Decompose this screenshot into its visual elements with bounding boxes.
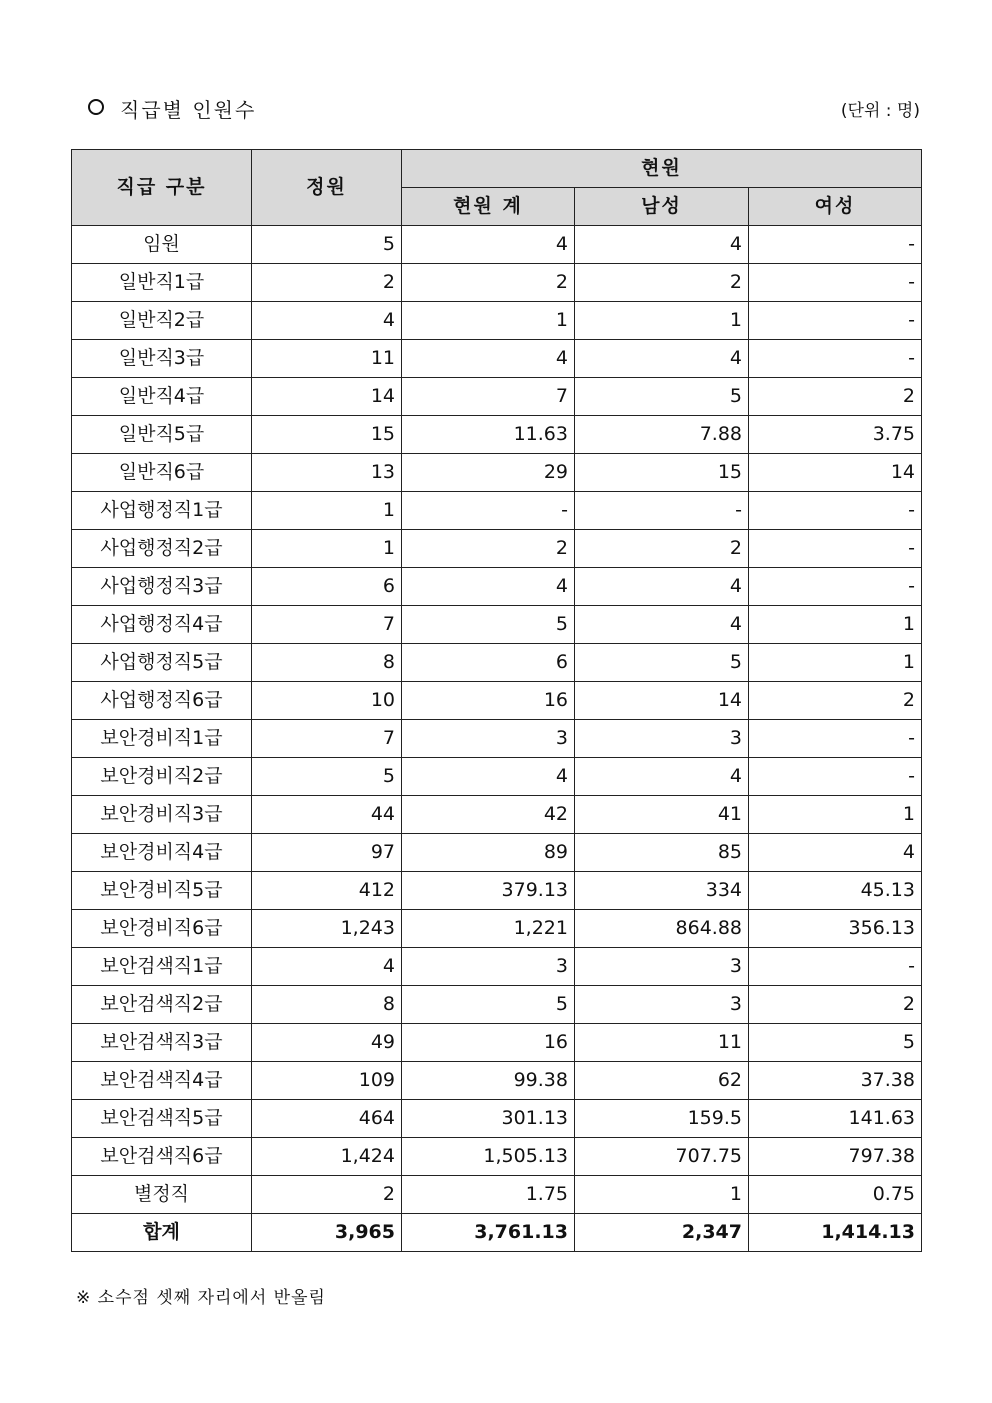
- row-female: -: [749, 530, 922, 568]
- table-row: [72, 796, 922, 834]
- table-row: [72, 606, 922, 644]
- row-male: 159.5: [575, 1100, 749, 1138]
- row-current: 2: [402, 264, 575, 302]
- table-row: [72, 340, 922, 378]
- row-quota: 1: [252, 492, 402, 530]
- row-female: 3.75: [749, 416, 922, 454]
- row-male: 2: [575, 264, 749, 302]
- table-row: [72, 872, 922, 910]
- table-row: [72, 378, 922, 416]
- row-current: 1.75: [402, 1176, 575, 1214]
- row-quota: 14: [252, 378, 402, 416]
- row-current: -: [402, 492, 575, 530]
- row-current: 3: [402, 720, 575, 758]
- row-male: 41: [575, 796, 749, 834]
- table-row: [72, 1138, 922, 1176]
- row-quota: 7: [252, 606, 402, 644]
- row-quota: 10: [252, 682, 402, 720]
- row-label: 사업행정직2급: [72, 530, 252, 568]
- row-label: 일반직2급: [72, 302, 252, 340]
- row-current: 29: [402, 454, 575, 492]
- total-row: [72, 1214, 922, 1252]
- row-current: 1,221: [402, 910, 575, 948]
- row-male: 1: [575, 302, 749, 340]
- row-current: 1,505.13: [402, 1138, 575, 1176]
- row-label: 보안경비직6급: [72, 910, 252, 948]
- row-current: 5: [402, 986, 575, 1024]
- row-current: 1: [402, 302, 575, 340]
- row-female: 2: [749, 682, 922, 720]
- row-male: 1: [575, 1176, 749, 1214]
- header-female: 여성: [749, 188, 922, 226]
- row-quota: 4: [252, 302, 402, 340]
- footnote: ※ 소수점 셋째 자리에서 반올림: [76, 1288, 326, 1308]
- row-quota: 6: [252, 568, 402, 606]
- row-quota: 5: [252, 226, 402, 264]
- row-quota: 1,243: [252, 910, 402, 948]
- row-female: 2: [749, 378, 922, 416]
- row-label: 사업행정직1급: [72, 492, 252, 530]
- row-female: 0.75: [749, 1176, 922, 1214]
- row-quota: 5: [252, 758, 402, 796]
- staff-table: [71, 149, 922, 1252]
- row-female: 37.38: [749, 1062, 922, 1100]
- row-current: 4: [402, 340, 575, 378]
- row-female: 1,414.13: [749, 1214, 922, 1252]
- header-current-group: 현원: [402, 150, 922, 188]
- row-female: 797.38: [749, 1138, 922, 1176]
- row-label: 보안검색직1급: [72, 948, 252, 986]
- row-male: 5: [575, 378, 749, 416]
- row-female: 45.13: [749, 872, 922, 910]
- row-female: -: [749, 302, 922, 340]
- table-row: [72, 834, 922, 872]
- table-row: [72, 1100, 922, 1138]
- row-current: 16: [402, 1024, 575, 1062]
- row-current: 16: [402, 682, 575, 720]
- table-row: [72, 1176, 922, 1214]
- table-row: [72, 720, 922, 758]
- row-quota: 8: [252, 986, 402, 1024]
- row-male: 4: [575, 226, 749, 264]
- row-quota: 1,424: [252, 1138, 402, 1176]
- row-male: 4: [575, 340, 749, 378]
- table-row: [72, 910, 922, 948]
- row-female: 4: [749, 834, 922, 872]
- row-current: 42: [402, 796, 575, 834]
- title-row: [88, 94, 920, 122]
- row-current: 379.13: [402, 872, 575, 910]
- row-quota: 7: [252, 720, 402, 758]
- table-header: [72, 150, 922, 226]
- table-row: [72, 986, 922, 1024]
- row-quota: 412: [252, 872, 402, 910]
- row-female: -: [749, 226, 922, 264]
- row-label: 보안경비직1급: [72, 720, 252, 758]
- circle-bullet-icon: [88, 99, 104, 115]
- table-body: [72, 226, 922, 1252]
- row-female: 1: [749, 644, 922, 682]
- row-male: 2,347: [575, 1214, 749, 1252]
- row-female: -: [749, 948, 922, 986]
- row-female: 5: [749, 1024, 922, 1062]
- row-quota: 13: [252, 454, 402, 492]
- row-male: 707.75: [575, 1138, 749, 1176]
- row-male: 3: [575, 720, 749, 758]
- row-quota: 11: [252, 340, 402, 378]
- table-row: [72, 682, 922, 720]
- row-quota: 44: [252, 796, 402, 834]
- row-male: 3: [575, 948, 749, 986]
- header-quota: 정원: [252, 150, 402, 226]
- row-label: 합계: [72, 1214, 252, 1252]
- row-label: 보안경비직5급: [72, 872, 252, 910]
- row-female: -: [749, 492, 922, 530]
- table-row: [72, 1024, 922, 1062]
- row-label: 일반직1급: [72, 264, 252, 302]
- row-label: 보안경비직4급: [72, 834, 252, 872]
- row-male: 15: [575, 454, 749, 492]
- row-current: 4: [402, 568, 575, 606]
- row-female: 2: [749, 986, 922, 1024]
- table-row: [72, 568, 922, 606]
- row-label: 사업행정직5급: [72, 644, 252, 682]
- row-quota: 8: [252, 644, 402, 682]
- table-row: [72, 758, 922, 796]
- table-row: [72, 492, 922, 530]
- row-label: 일반직4급: [72, 378, 252, 416]
- row-male: 3: [575, 986, 749, 1024]
- row-male: 11: [575, 1024, 749, 1062]
- row-label: 보안검색직6급: [72, 1138, 252, 1176]
- row-male: 2: [575, 530, 749, 568]
- header-male: 남성: [575, 188, 749, 226]
- row-female: 14: [749, 454, 922, 492]
- row-current: 4: [402, 226, 575, 264]
- row-quota: 2: [252, 264, 402, 302]
- row-male: -: [575, 492, 749, 530]
- row-label: 일반직3급: [72, 340, 252, 378]
- header-current-total: 현원 계: [402, 188, 575, 226]
- header-category: 직급 구분: [72, 150, 252, 226]
- table-row: [72, 226, 922, 264]
- row-current: 6: [402, 644, 575, 682]
- row-quota: 4: [252, 948, 402, 986]
- row-label: 보안경비직2급: [72, 758, 252, 796]
- row-current: 11.63: [402, 416, 575, 454]
- row-male: 5: [575, 644, 749, 682]
- row-quota: 3,965: [252, 1214, 402, 1252]
- row-male: 4: [575, 606, 749, 644]
- row-female: 356.13: [749, 910, 922, 948]
- row-quota: 1: [252, 530, 402, 568]
- row-current: 99.38: [402, 1062, 575, 1100]
- row-current: 4: [402, 758, 575, 796]
- row-label: 일반직6급: [72, 454, 252, 492]
- row-quota: 109: [252, 1062, 402, 1100]
- row-female: 1: [749, 796, 922, 834]
- row-label: 보안경비직3급: [72, 796, 252, 834]
- table-row: [72, 530, 922, 568]
- table-row: [72, 416, 922, 454]
- row-male: 4: [575, 568, 749, 606]
- row-label: 사업행정직4급: [72, 606, 252, 644]
- row-current: 89: [402, 834, 575, 872]
- row-current: 3,761.13: [402, 1214, 575, 1252]
- unit-label: (단위 : 명): [840, 101, 920, 121]
- row-female: 1: [749, 606, 922, 644]
- row-label: 보안검색직5급: [72, 1100, 252, 1138]
- row-male: 62: [575, 1062, 749, 1100]
- row-male: 85: [575, 834, 749, 872]
- row-label: 보안검색직3급: [72, 1024, 252, 1062]
- row-female: -: [749, 758, 922, 796]
- row-female: -: [749, 264, 922, 302]
- table-row: [72, 1062, 922, 1100]
- row-female: -: [749, 340, 922, 378]
- table-row: [72, 302, 922, 340]
- row-current: 3: [402, 948, 575, 986]
- row-current: 7: [402, 378, 575, 416]
- row-label: 사업행정직3급: [72, 568, 252, 606]
- row-label: 사업행정직6급: [72, 682, 252, 720]
- row-quota: 464: [252, 1100, 402, 1138]
- table-row: [72, 454, 922, 492]
- row-current: 5: [402, 606, 575, 644]
- row-quota: 97: [252, 834, 402, 872]
- row-current: 301.13: [402, 1100, 575, 1138]
- row-label: 보안검색직2급: [72, 986, 252, 1024]
- table-row: [72, 264, 922, 302]
- row-female: -: [749, 568, 922, 606]
- row-quota: 15: [252, 416, 402, 454]
- page-title: 직급별 인원수: [120, 98, 257, 122]
- row-male: 7.88: [575, 416, 749, 454]
- row-male: 4: [575, 758, 749, 796]
- row-female: -: [749, 720, 922, 758]
- row-current: 2: [402, 530, 575, 568]
- row-label: 임원: [72, 226, 252, 264]
- row-label: 보안검색직4급: [72, 1062, 252, 1100]
- table-row: [72, 644, 922, 682]
- row-label: 일반직5급: [72, 416, 252, 454]
- row-label: 별정직: [72, 1176, 252, 1214]
- row-quota: 49: [252, 1024, 402, 1062]
- row-male: 334: [575, 872, 749, 910]
- row-male: 14: [575, 682, 749, 720]
- table-row: [72, 948, 922, 986]
- row-quota: 2: [252, 1176, 402, 1214]
- row-male: 864.88: [575, 910, 749, 948]
- row-female: 141.63: [749, 1100, 922, 1138]
